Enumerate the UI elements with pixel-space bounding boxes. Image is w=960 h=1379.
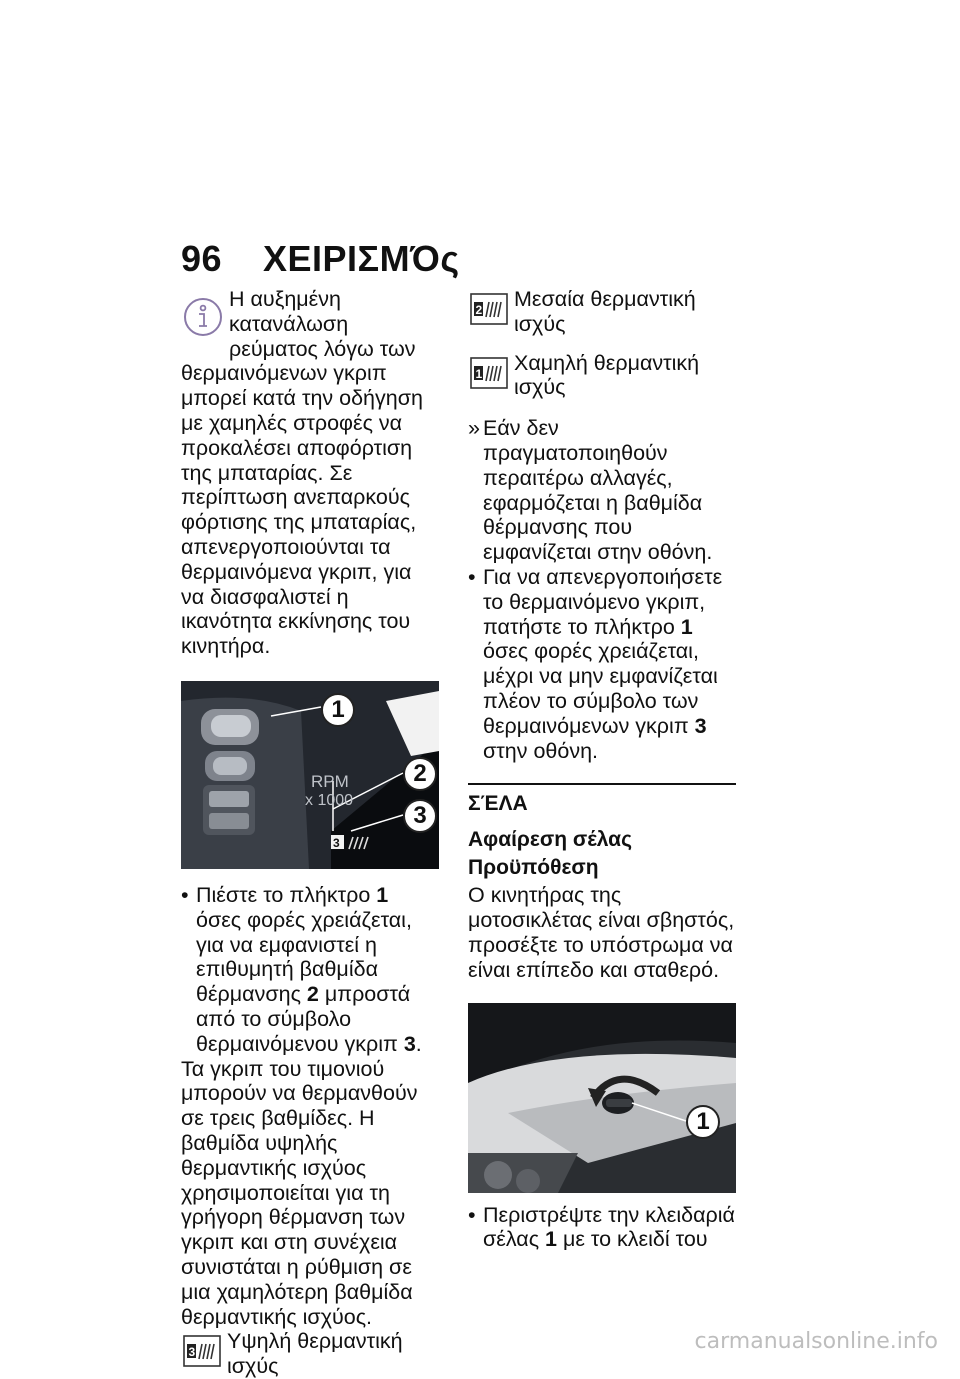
- callout-1: 1: [321, 693, 355, 727]
- result-applied-level: » Εάν δεν πραγματοποιηθούν περαιτέρω αλλαγές, εφαρμόζεται η βαθμίδα θέρμανσης που εμφανίζεται στην οθόνη.: [468, 416, 736, 565]
- seat-removal-list: [468, 1203, 736, 1253]
- svg-text:2: 2: [475, 303, 483, 317]
- info-note: [181, 287, 439, 659]
- ref-3: 3: [403, 1031, 416, 1056]
- seat-lock-key-icon: [606, 1099, 632, 1107]
- instruction-deactivate: • Για να απενεργοποιήσετε το θερμαινόμενο γκριπ, πατήστε το πλήκτρο 1 όσες φορές χρειάζεται, μέχρι να μην εμφανίζεται πλέον το σύμβολο των θερμαινόμενων γκριπ 3 στην οθόνη.: [468, 565, 736, 763]
- ref-1: 1: [680, 614, 693, 639]
- ref-1: 1: [545, 1227, 558, 1252]
- callout-2: 2: [403, 757, 437, 791]
- result-list: [468, 416, 736, 565]
- seat-lock-figure: [468, 1003, 736, 1193]
- rpm-label: RPM: [311, 771, 349, 791]
- handlebar-control-figure: [181, 681, 439, 869]
- subsection-title: Αφαίρεση σέλας: [468, 828, 633, 852]
- section-divider: [468, 783, 736, 785]
- section-title: ΣΈΛΑ: [468, 792, 528, 816]
- prerequisite-title: Προϋπόθεση: [468, 856, 599, 880]
- level-low-row: [468, 351, 736, 401]
- level-high-label: Υψηλή θερμαντική ισχύς: [227, 1329, 403, 1379]
- level-mid-label: Μεσαία θερμαντική ισχύς: [514, 287, 696, 336]
- info-text: Η αυξημένη κατανάλωση ρεύματος λόγω των θερμαινόμενων γκριπ μπορεί κατά την οδήγηση με χαμηλές στροφές να προκαλέσει αποφόρτιση της μπαταρίας. Σε περίπτωση ανεπαρκούς φόρτισης της μπαταρίας, απενεργοποιούνται τα θερμαινόμενα γκριπ, για να διασφαλιστεί η ικανότητα εκκίνησης του κινητήρα.: [181, 287, 423, 659]
- callout-3: 3: [403, 799, 437, 833]
- right-column: [468, 287, 736, 1252]
- heating-levels-paragraph: Τα γκριπ του τιμονιού μπορούν να θερμανθούν σε τρεις βαθμίδες. Η βαθμίδα υψηλής θερμαντικής ισχύος χρησιμοποιείται για τη γρήγορη θέρμανση των γκριπ και στη συνέχεια συνιστάται η ρύθμιση σε μια χαμηλότερη βαθμίδα θερμαντικής ισχύος.: [181, 1056, 418, 1329]
- level-high-row: [181, 1329, 439, 1379]
- svg-text:3: 3: [188, 1345, 196, 1360]
- page-number: 96: [181, 238, 223, 279]
- instruction-turn-lock: • Περιστρέψτε την κλειδαριά σέλας 1 με το κλειδί του: [468, 1203, 736, 1253]
- page-title: ΧΕΙΡΙΣΜΌς: [263, 238, 460, 279]
- level-mid-row: [468, 287, 736, 337]
- prerequisite-text: Ο κινητήρας της μοτοσικλέτας είναι σβηστός, προσέξτε το υπόστρωμα να είναι επίπεδο και σταθερό.: [468, 883, 735, 982]
- seat-lock-illustration: [468, 1003, 736, 1193]
- watermark: carmanualsonline.info: [694, 1329, 938, 1354]
- heat-level-2-icon: [470, 293, 508, 325]
- callout-1: 1: [686, 1105, 720, 1139]
- deactivate-list: [468, 565, 736, 763]
- ref-2: 2: [306, 982, 319, 1007]
- ref-3: 3: [694, 713, 707, 738]
- instruction-press-button: • Πιέστε το πλήκτρο 1 όσες φορές χρειάζεται, για να εμφανιστεί η επιθυμητή βαθμίδα θέρμανσης 2 μπροστά από το σύμβολο θερμαινόμενου γκριπ 3.: [181, 883, 439, 1057]
- svg-text:1: 1: [475, 366, 483, 381]
- left-column: [181, 287, 439, 1379]
- x1000-label: x 1000: [305, 791, 354, 809]
- ref-1: 1: [376, 882, 389, 907]
- info-icon: [183, 297, 223, 337]
- level-digit-label: 3: [333, 835, 340, 850]
- level-low-label: Χαμηλή θερμαντική ισχύς: [514, 350, 700, 400]
- page-header: [181, 238, 460, 280]
- handlebar-illustration: [181, 681, 439, 869]
- instruction-list: [181, 883, 439, 1057]
- heat-level-1-icon: [470, 357, 508, 389]
- heat-level-3-icon: [183, 1335, 221, 1367]
